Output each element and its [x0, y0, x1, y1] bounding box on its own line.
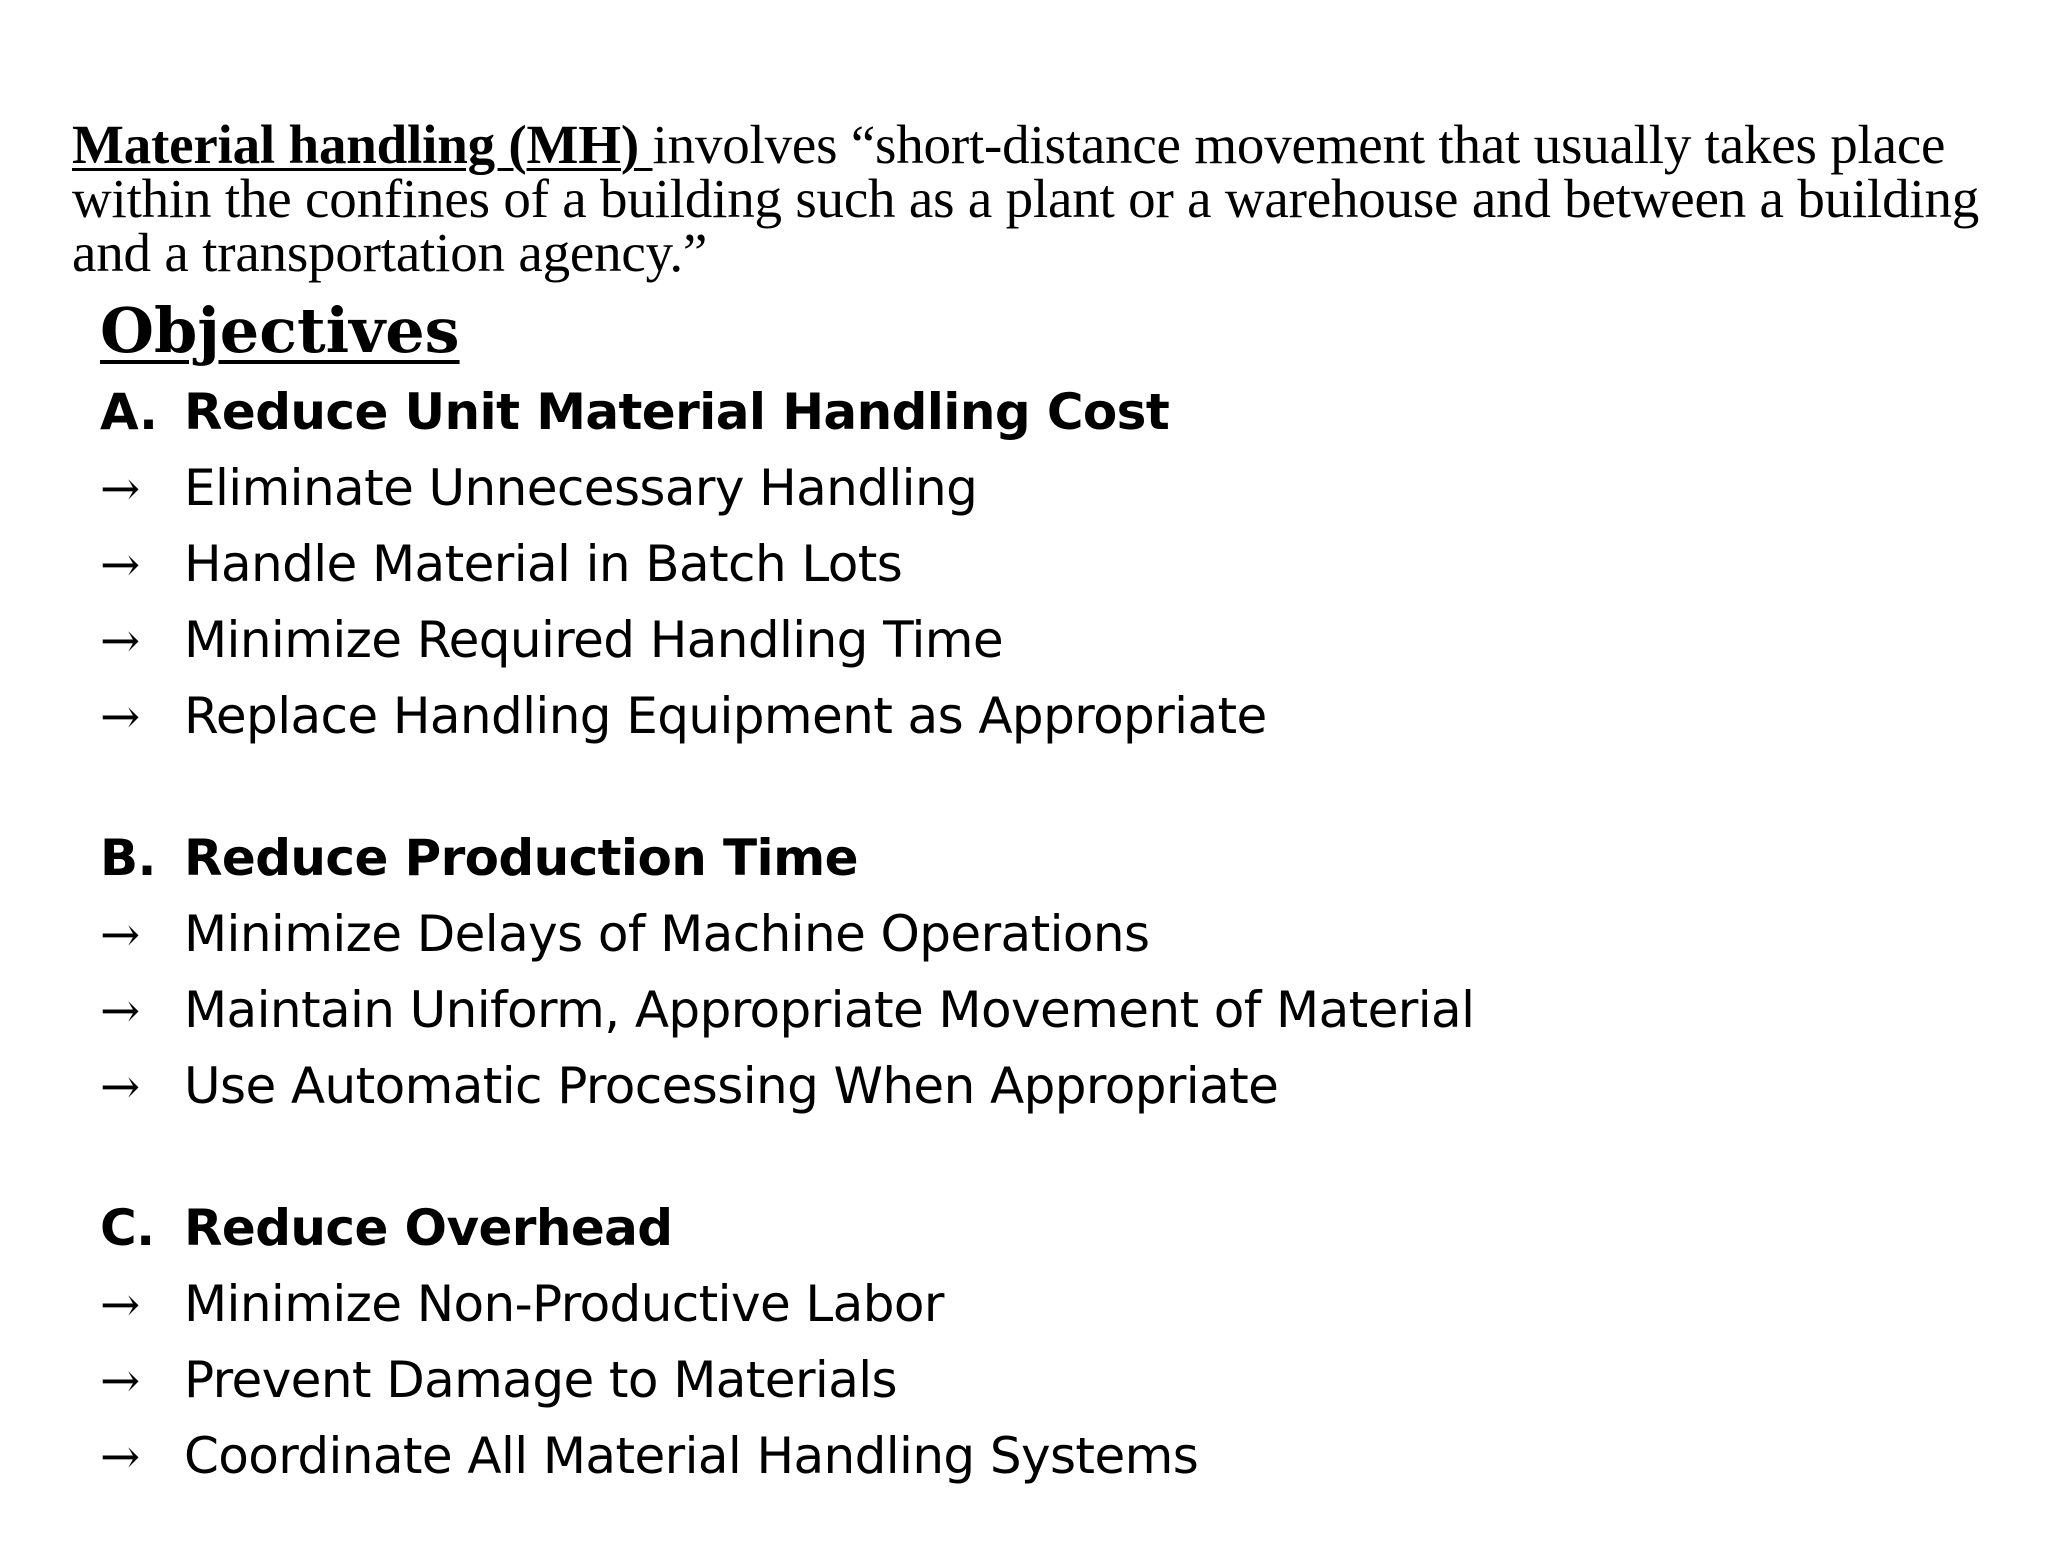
arrow-right-icon: →	[100, 537, 140, 593]
section-title	[100, 374, 2000, 450]
arrow-right-icon: →	[100, 983, 140, 1039]
arrow-right-icon: →	[100, 1429, 140, 1485]
section-letter: C.	[100, 1199, 155, 1257]
section-b	[100, 820, 2000, 1124]
section-letter: A.	[100, 383, 158, 441]
list-item-text: Replace Handling Equipment as Appropriate	[184, 687, 1267, 745]
list-item	[100, 1048, 2000, 1124]
section-title-text: Reduce Overhead	[184, 1199, 673, 1257]
list-item-text: Minimize Delays of Machine Operations	[184, 905, 1150, 963]
list-item	[100, 1418, 2000, 1494]
list-item	[100, 602, 2000, 678]
list-item	[100, 450, 2000, 526]
list-item	[100, 972, 2000, 1048]
section-c	[100, 1190, 2000, 1494]
term-underline-gap	[639, 114, 653, 175]
definition-text: involves “short-distance movement that usually takes place within the confines of a building such as a plant or a warehouse and between a building and a transportation agency.”	[72, 114, 1980, 283]
list-item-text: Use Automatic Processing When Appropriate	[184, 1057, 1279, 1115]
list-item-text: Eliminate Unnecessary Handling	[184, 459, 978, 517]
list-item-text: Minimize Non-Productive Labor	[184, 1275, 944, 1333]
objectives-heading: Objectives	[100, 294, 460, 367]
arrow-right-icon: →	[100, 1277, 140, 1333]
arrow-right-icon: →	[100, 1059, 140, 1115]
list-item-text: Handle Material in Batch Lots	[184, 535, 903, 593]
section-title-text: Reduce Production Time	[184, 829, 858, 887]
arrow-right-icon: →	[100, 1353, 140, 1409]
section-a	[100, 374, 2000, 754]
list-item-text: Prevent Damage to Materials	[184, 1351, 897, 1409]
list-item	[100, 678, 2000, 754]
list-item	[100, 526, 2000, 602]
section-title	[100, 820, 2000, 896]
list-item-text: Coordinate All Material Handling Systems	[184, 1427, 1199, 1485]
list-item	[100, 1342, 2000, 1418]
objectives-list	[100, 374, 2000, 1560]
section-title-text: Reduce Unit Material Handling Cost	[184, 383, 1170, 441]
arrow-right-icon: →	[100, 907, 140, 963]
list-item-text: Minimize Required Handling Time	[184, 611, 1004, 669]
arrow-right-icon: →	[100, 461, 140, 517]
arrow-right-icon: →	[100, 689, 140, 745]
arrow-right-icon: →	[100, 613, 140, 669]
section-letter: B.	[100, 829, 156, 887]
list-item	[100, 1266, 2000, 1342]
list-item-text: Maintain Uniform, Appropriate Movement of Material	[184, 981, 1475, 1039]
section-title	[100, 1190, 2000, 1266]
definition-paragraph	[72, 114, 1992, 283]
list-item	[100, 896, 2000, 972]
definition-term: Material handling (MH)	[72, 114, 639, 175]
